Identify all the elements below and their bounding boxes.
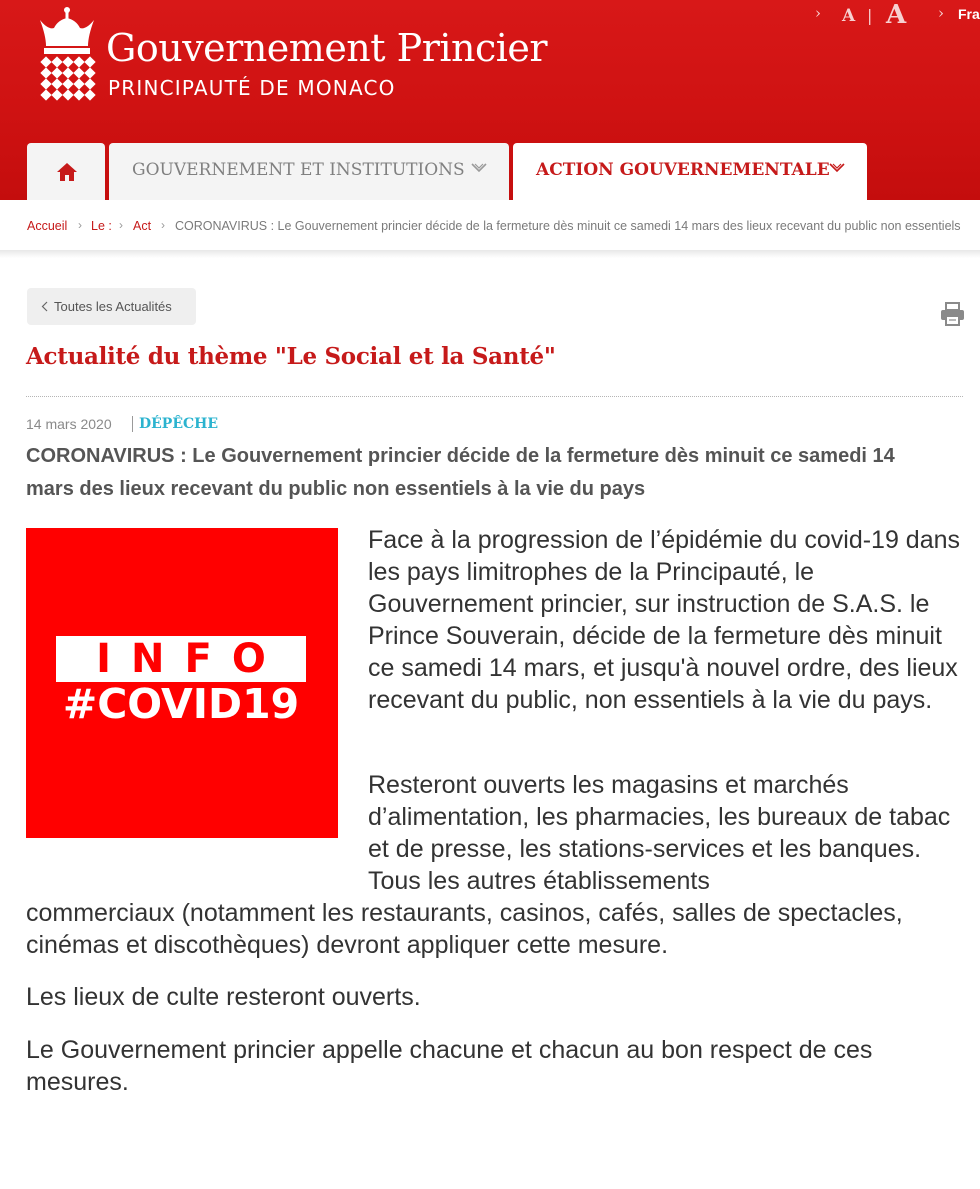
chevron-left-icon [41,301,48,312]
nav-home-tab[interactable] [27,143,105,200]
chevron-right-icon: › [119,218,123,232]
tab-label: GOUVERNEMENT ET INSTITUTIONS [132,160,465,180]
site-header [0,0,980,200]
article-headline: CORONAVIRUS : Le Gouvernement princier décide de la fermeture dès minuit ce samedi 14 mars des lieux recevant du public non essentiels à la vie du pays [26,445,895,500]
article-meta [26,416,219,432]
breadcrumb-link[interactable]: Le : [91,219,112,233]
chevron-right-icon: › [938,4,944,22]
article-paragraph: Resteront ouverts les magasins et marchés d’alimentation, les pharmacies, les bureaux de tabac et de presse, les stations-services et les banques. Tous les autres établissements [368,771,951,895]
crown-logo-icon[interactable] [32,6,102,106]
breadcrumb-current: CORONAVIRUS : Le Gouvernement princier décide de la fermeture dès minuit ce samedi 14 mars des lieux recevant du public non essentiels [175,219,961,233]
home-icon [56,162,78,182]
article-paragraph: Les lieux de culte resteront ouverts. [26,983,421,1011]
tab-label: ACTION GOUVERNEMENTALE [536,160,830,180]
chevron-right-icon: › [78,218,82,232]
tab-gouvernement-institutions[interactable] [109,143,509,200]
article-date: 14 mars 2020 [26,416,112,432]
font-separator: | [867,6,873,25]
site-subtitle: PRINCIPAUTÉ DE MONACO [108,76,396,100]
site-title[interactable]: Gouvernement Princier [106,26,548,70]
breadcrumb-link[interactable]: Act [133,219,152,233]
info-banner [56,636,306,682]
breadcrumb-home-link[interactable]: Accueil [27,219,68,233]
article-paragraph: commerciaux (notamment les restaurants, casinos, cafés, salles de spectacles, cinémas et discothèques) devront appliquer cette mesure. [26,899,903,959]
chevron-down-icon [829,163,845,173]
breadcrumb [0,200,980,250]
back-to-news-button[interactable] [27,288,196,325]
back-button-label: Toutes les Actualités [54,299,172,314]
font-decrease-button[interactable]: A [842,6,856,26]
category-badge[interactable]: DÉPÊCHE [132,416,218,432]
chevron-right-icon: › [815,4,821,22]
info-image-text: INFO [96,636,286,682]
font-increase-button[interactable]: A [886,0,907,30]
article-paragraph: Le Gouvernement princier appelle chacune et chacun au bon respect de ces mesures. [26,1036,873,1096]
article-paragraph: Face à la progression de l’épidémie du covid-19 dans les pays limitrophes de la Principauté, le Gouvernement princier, sur instruction de S.A.S. le Prince Souverain, décide de la fermeture dès minuit ce samedi 14 mars, et jusqu'à nouvel ordre, des lieux recevant du public, non essentiels à la vie du pays. [368,526,961,714]
language-selector[interactable]: Fra [958,6,980,22]
breadcrumb-shadow [0,250,980,258]
printer-icon[interactable] [940,302,965,326]
tab-action-gouvernementale[interactable] [513,143,867,200]
theme-title: Actualité du thème "Le Social et la Santé" [26,343,556,370]
chevron-down-icon [471,163,487,173]
dotted-divider [26,396,963,397]
info-covid19-image [26,528,338,838]
chevron-right-icon: › [161,218,165,232]
covid-hashtag-text: #COVID19 [62,680,300,728]
